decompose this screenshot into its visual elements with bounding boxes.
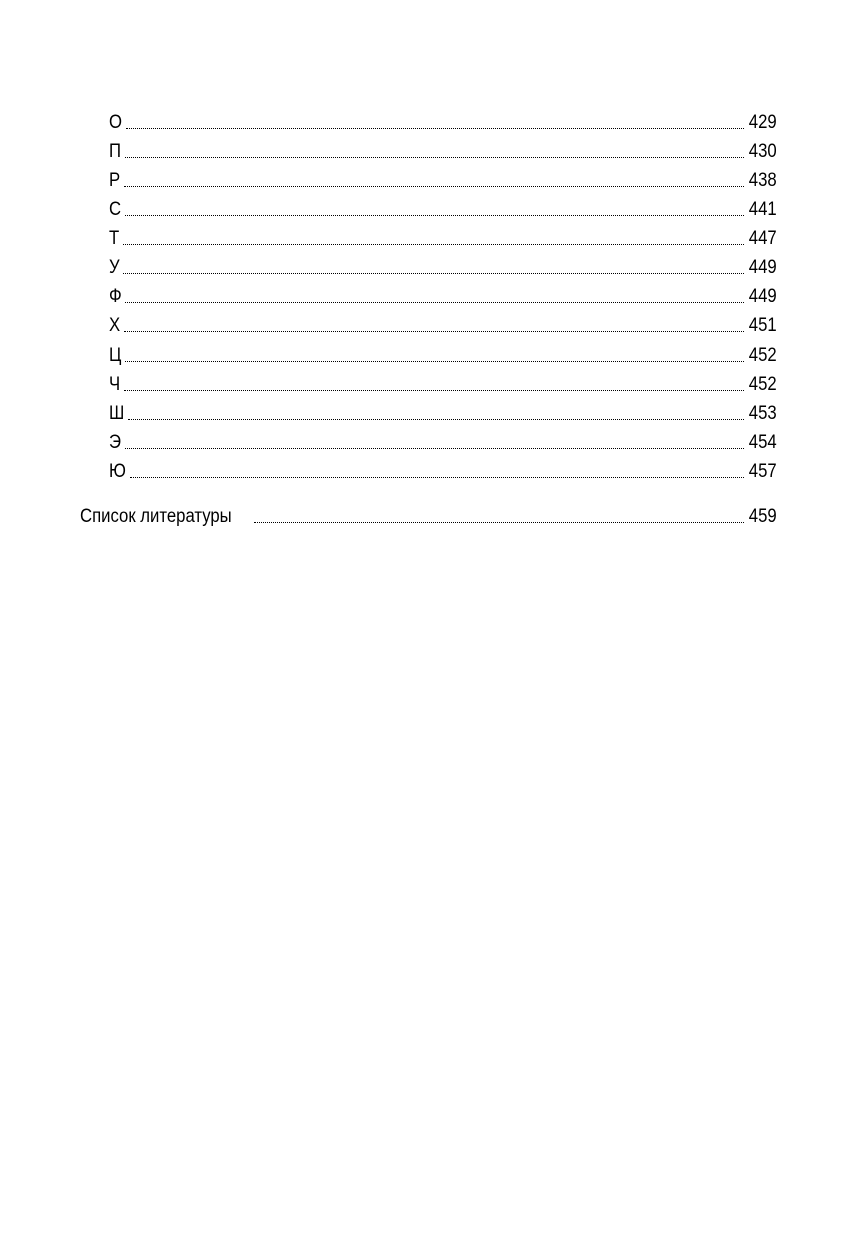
dot-leader [130, 477, 744, 478]
dot-leader [128, 419, 744, 420]
entry-label: У [109, 257, 120, 278]
entry-page: 457 [749, 461, 777, 482]
entry-page: 438 [749, 170, 777, 191]
dot-leader [125, 302, 744, 303]
toc-entry[interactable] [109, 461, 777, 483]
toc-entry[interactable] [109, 141, 777, 163]
entry-label: Ю [109, 461, 126, 482]
toc-entry-bibliography[interactable] [80, 506, 777, 528]
entry-label: С [109, 199, 122, 220]
entry-label: Список литературы [80, 506, 232, 527]
dot-leader [125, 157, 745, 158]
toc-entry[interactable] [109, 315, 777, 337]
dot-leader [125, 361, 744, 362]
toc-entry[interactable] [109, 199, 777, 221]
toc-entry[interactable] [109, 345, 777, 367]
entry-label: П [109, 141, 122, 162]
dot-leader [125, 448, 745, 449]
toc-entry[interactable] [109, 170, 777, 192]
entry-page: 430 [749, 141, 777, 162]
entry-page: 454 [749, 432, 777, 453]
entry-label: Ч [109, 374, 121, 395]
dot-leader [124, 390, 745, 391]
entry-label: Х [109, 315, 121, 336]
dot-leader [123, 244, 745, 245]
entry-page: 459 [749, 506, 777, 527]
entry-page: 452 [749, 374, 777, 395]
dot-leader [124, 186, 745, 187]
entry-label: Ц [109, 345, 122, 366]
entry-label: О [109, 112, 123, 133]
entry-label: Ф [109, 286, 122, 307]
dot-leader [123, 273, 744, 274]
toc-entry[interactable] [109, 403, 777, 425]
entry-page: 452 [749, 345, 777, 366]
dot-leader [125, 215, 745, 216]
entry-label: Р [109, 170, 121, 191]
entry-page: 451 [749, 315, 777, 336]
toc-entry[interactable] [109, 257, 777, 279]
toc-entry[interactable] [109, 286, 777, 308]
entry-label: Э [109, 432, 122, 453]
entry-page: 449 [749, 286, 777, 307]
dot-leader [126, 128, 745, 129]
dot-leader [124, 331, 745, 332]
entry-page: 429 [749, 112, 777, 133]
toc-entry[interactable] [109, 228, 777, 250]
toc-entry[interactable] [109, 432, 777, 454]
dot-leader [254, 522, 744, 523]
toc-entry[interactable] [109, 374, 777, 396]
entry-page: 447 [749, 228, 777, 249]
entry-label: Ш [109, 403, 125, 424]
entry-page: 453 [749, 403, 777, 424]
toc-entry[interactable] [109, 112, 777, 134]
entry-page: 441 [749, 199, 777, 220]
entry-page: 449 [749, 257, 777, 278]
entry-label: Т [109, 228, 120, 249]
